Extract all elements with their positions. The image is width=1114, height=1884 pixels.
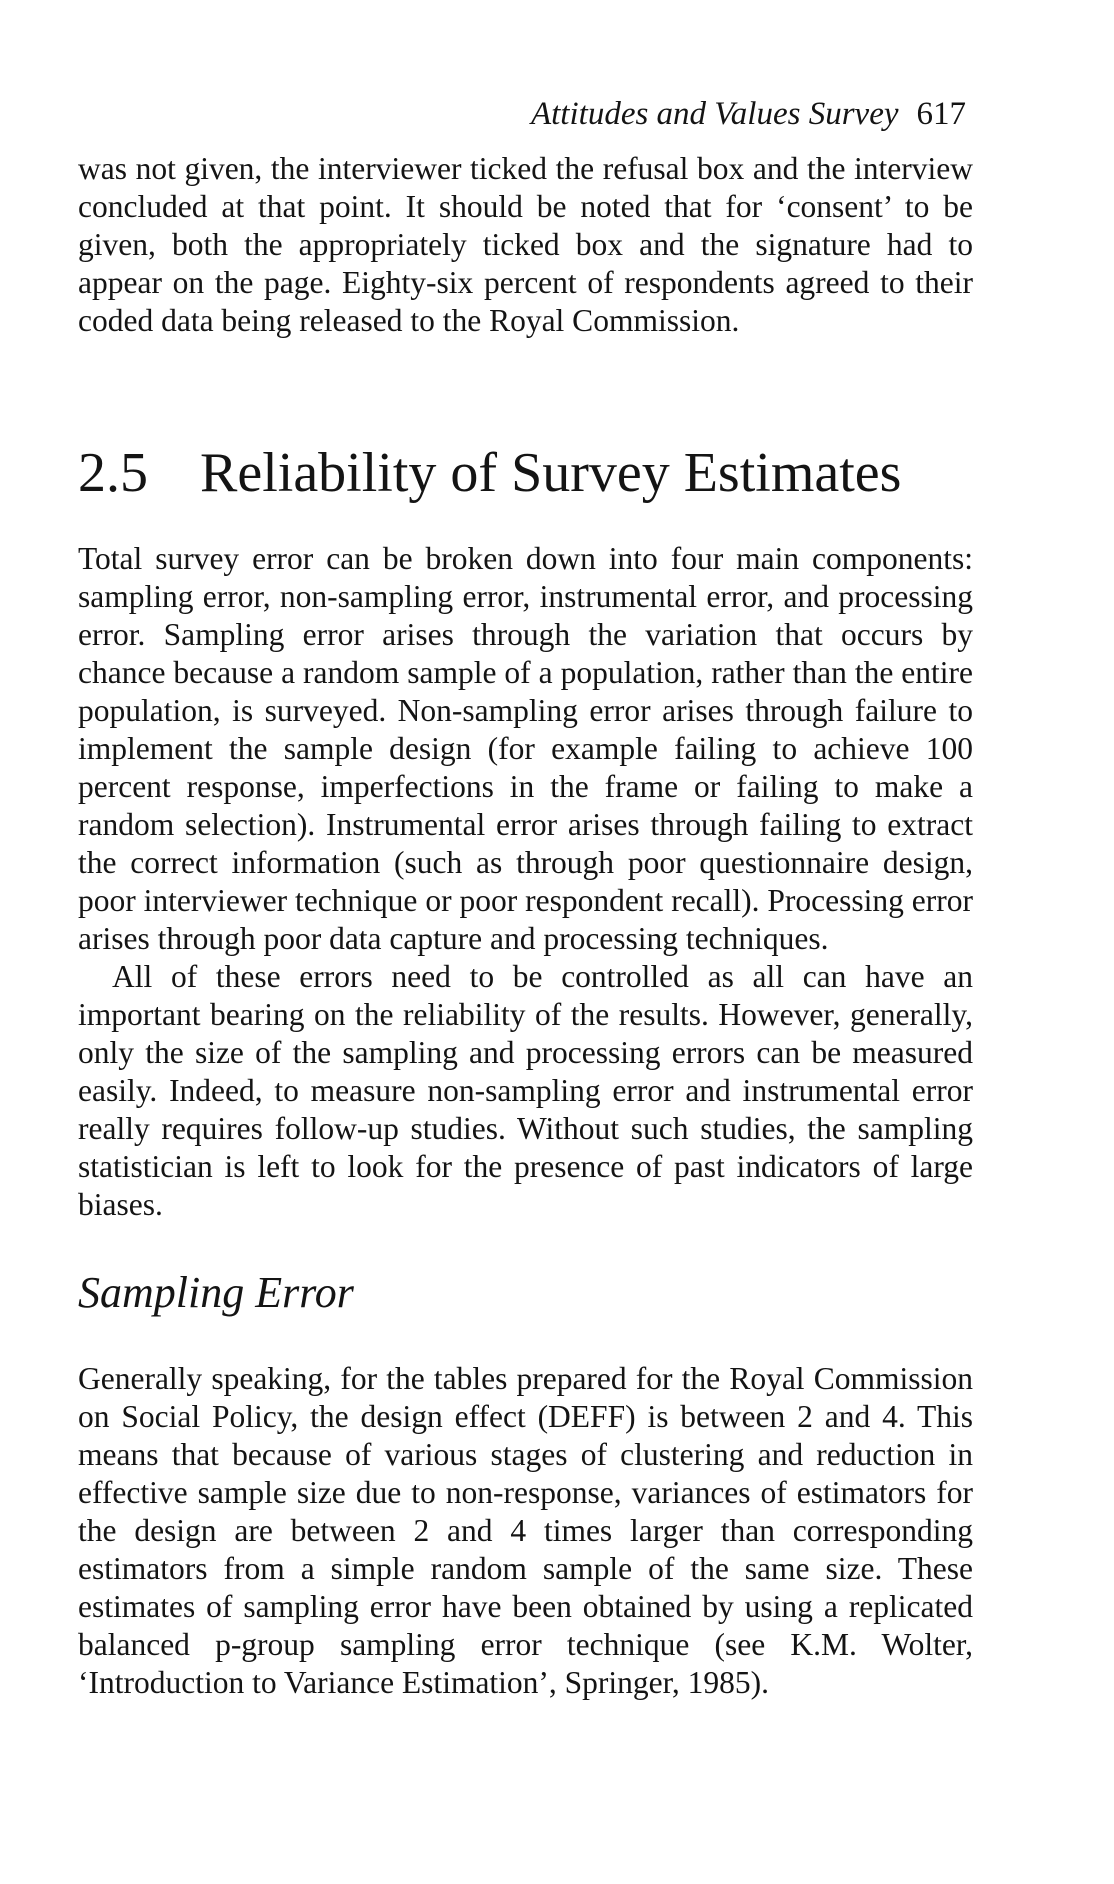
paragraph: was not given, the interviewer ticked the refusal box and the interview concluded at that point. It should be noted that for ‘consent’ to be given, both the appropriately ticked box and the signature had to appear on the page. Eighty-six percent of respondents agreed to their coded data being released to the Royal Commission. <box>78 151 973 338</box>
section-number: 2.5 <box>78 442 148 504</box>
section-heading <box>78 440 901 506</box>
paragraph: Generally speaking, for the tables prepared for the Royal Commission on Social Policy, the design effect (DEFF) is between 2 and 4. This means that because of various stages of clustering and reduction in effective sample size due to non-response, variances of estimators for the design are between 2 and 4 times larger than corresponding estimators from a simple random sample of the same size. These estimates of sampling error have been obtained by using a replicated balanced p-group sampling error technique (see K.M. Wolter, ‘Introduction to Variance Estimation’, Springer, 1985). <box>78 1361 973 1700</box>
subsection-heading: Sampling Error <box>78 1268 354 1317</box>
paragraph: Total survey error can be broken down into four main components: sampling error, non-sampling error, instrumental error, and processing error. Sampling error arises through the variation that occurs by chance because a random sample of a population, rather than the entire population, is surveyed. Non-sampling error arises through failure to implement the sample design (for example failing to achieve 100 percent response, imperfections in the frame or failing to make a random selection). Instrumental error arises through failing to extract the correct information (such as through poor questionnaire design, poor interviewer technique or poor respondent recall). Processing error arises through poor data capture and processing techniques. <box>78 541 973 956</box>
section-body <box>78 540 973 1224</box>
section-title: Reliability of Survey Estimates <box>200 442 902 504</box>
paragraph: All of these errors need to be controlled as all can have an important bearing on the reliability of the results. However, generally, only the size of the sampling and processing errors can be measured easily. Indeed, to measure non-sampling error and instrumental error really requires follow-up studies. Without such studies, the sampling statistician is left to look for the presence of past indicators of large biases. <box>78 959 973 1222</box>
intro-text <box>78 150 973 340</box>
running-head <box>531 94 966 134</box>
subsection-body <box>78 1360 973 1702</box>
running-title: Attitudes and Values Survey <box>530 96 899 132</box>
page-number: 617 <box>916 96 966 132</box>
